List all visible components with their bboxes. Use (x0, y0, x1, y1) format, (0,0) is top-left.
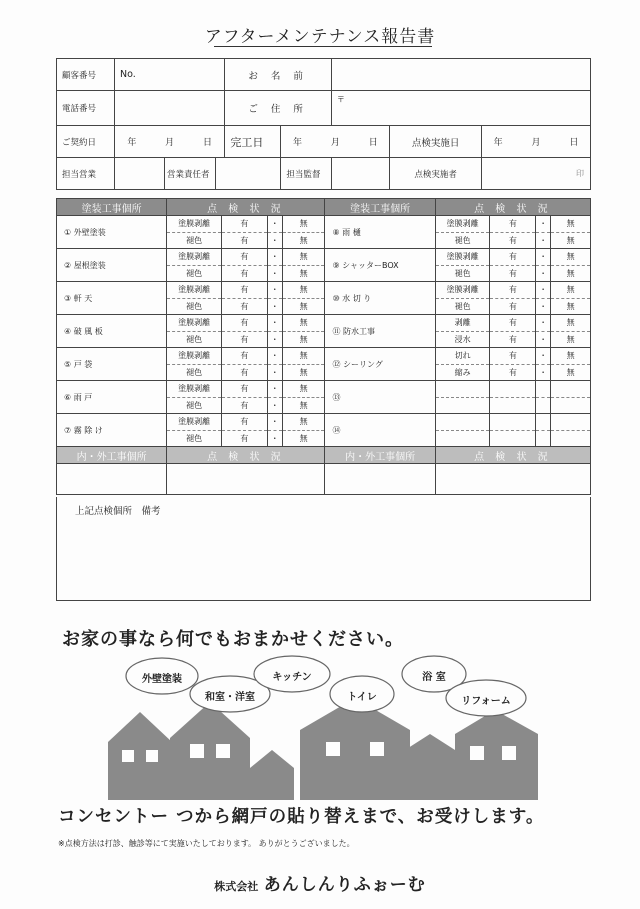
phone-label: 電話番号 (57, 91, 115, 126)
inspection-no: 無 (551, 232, 591, 249)
inspection-no: 無 (551, 315, 591, 332)
inspection-check-name: 褪色 (167, 430, 222, 447)
inspection-check-name: 塗膜剥離 (435, 282, 490, 299)
inspection-check-name: 褪色 (435, 298, 490, 315)
inspection-item-left: ④ 破 風 板 (57, 315, 167, 348)
inspection-no: 無 (551, 265, 591, 282)
inspection-no: 無 (282, 381, 325, 398)
phone-field[interactable] (115, 91, 225, 126)
inspection-yes: 有 (490, 298, 536, 315)
inspection-no: 無 (282, 414, 325, 431)
company-name (0, 870, 640, 895)
inspection-no: 無 (551, 348, 591, 365)
inspection-no (551, 414, 591, 431)
page-title: アフターメンテナンス報告書 (204, 27, 436, 47)
inspection-yes (490, 414, 536, 431)
inspection-yes: 有 (490, 216, 536, 233)
bubble-label-toilet: トイレ (347, 692, 377, 703)
inspection-yes: 有 (222, 298, 268, 315)
inspection-yes: 有 (222, 265, 268, 282)
company-kind: 株式会社 (214, 880, 259, 893)
completion-date-field[interactable]: 年 月 日 (281, 126, 390, 158)
inspection-dot: ・ (536, 348, 551, 365)
inspection-check-name: 塗膜剥離 (167, 282, 222, 299)
inspection-item-right: ⑪ 防水工事 (325, 315, 435, 348)
customer-info-table (56, 58, 591, 190)
sales-field[interactable] (115, 158, 165, 190)
inspection-item-right: ⑧ 雨 樋 (325, 216, 435, 249)
inspection-item-right: ⑩ 水 切 り (325, 282, 435, 315)
inspection-dot: ・ (267, 265, 282, 282)
inspection-date-label: 点検実施日 (390, 126, 482, 158)
inspection-check-name: 褪色 (167, 331, 222, 348)
inspection-dot: ・ (267, 331, 282, 348)
customer-no-field[interactable]: No. (115, 59, 225, 91)
inspection-no: 無 (551, 331, 591, 348)
inspection-no: 無 (282, 282, 325, 299)
inspection-check-name: 塗膜剥離 (435, 249, 490, 266)
inspection-check-name (435, 430, 490, 447)
inspection-yes: 有 (222, 282, 268, 299)
supervisor-field[interactable] (331, 158, 390, 190)
inspection-yes: 有 (222, 331, 268, 348)
name-label: お 名 前 (225, 59, 331, 91)
inspection-dot: ・ (536, 282, 551, 299)
inspection-yes: 有 (222, 232, 268, 249)
col-header-status2-left: 点 検 状 況 (167, 447, 325, 464)
inspection-check-name: 塗膜剥離 (435, 216, 490, 233)
inspection-no: 無 (282, 364, 325, 381)
inspection-check-name: 褪色 (167, 364, 222, 381)
inspection-dot (536, 381, 551, 398)
inspection-yes: 有 (222, 414, 268, 431)
inspection-yes: 有 (222, 397, 268, 414)
inspection-dot: ・ (267, 315, 282, 332)
interior-item-right[interactable] (325, 464, 435, 495)
inspection-check-name: 褪色 (435, 265, 490, 282)
inspection-no (551, 381, 591, 398)
inspection-yes: 有 (490, 249, 536, 266)
bubble-label-kitchen: キッチン (272, 672, 312, 683)
inspection-check-name: 切れ (435, 348, 490, 365)
inspection-yes: 有 (222, 381, 268, 398)
inspection-yes (490, 430, 536, 447)
inspection-yes: 有 (490, 364, 536, 381)
inspection-yes: 有 (222, 348, 268, 365)
inspection-no: 無 (282, 331, 325, 348)
inspection-dot: ・ (267, 216, 282, 233)
inspection-yes: 有 (222, 430, 268, 447)
inspection-yes: 有 (490, 282, 536, 299)
inspection-yes: 有 (490, 232, 536, 249)
inspection-dot: ・ (536, 315, 551, 332)
col-header-interior-right: 内・外工事個所 (325, 447, 435, 464)
inspection-dot: ・ (267, 414, 282, 431)
inspection-item-right: ⑭ (325, 414, 435, 447)
interior-status-right[interactable] (435, 464, 590, 495)
col-header-status2-right: 点 検 状 況 (435, 447, 590, 464)
footnote: ※点検方法は打診、触診等にて実施いたしております。 ありがとうございました。 (58, 839, 355, 848)
inspection-check-name (435, 397, 490, 414)
bubble-label-room: 和室・洋室 (205, 692, 255, 703)
sales-label: 担当営業 (57, 158, 115, 190)
customer-no-label: 顧客番号 (57, 59, 115, 91)
address-field[interactable]: 〒 (331, 91, 590, 126)
inspection-dot: ・ (267, 348, 282, 365)
inspection-item-left: ⑤ 戸 袋 (57, 348, 167, 381)
inspection-no: 無 (282, 249, 325, 266)
inspection-no: 無 (282, 265, 325, 282)
col-header-item-left: 塗装工事個所 (57, 199, 167, 216)
remarks-label: 上記点検個所 備考 (75, 506, 161, 517)
promo-headline: お家の事なら何でもおまかせください。 (62, 629, 404, 650)
supervisor-label: 担当監督 (281, 158, 331, 190)
inspection-check-name: 褪色 (167, 232, 222, 249)
inspection-yes: 有 (490, 315, 536, 332)
company-brand: あんしんりふぉーむ (263, 875, 426, 895)
inspection-item-left: ⑦ 霧 除 け (57, 414, 167, 447)
col-header-status-right: 点 検 状 況 (435, 199, 590, 216)
inspection-dot: ・ (536, 249, 551, 266)
inspection-dot: ・ (536, 265, 551, 282)
inspection-no: 無 (282, 232, 325, 249)
inspection-item-left: ⑥ 雨 戸 (57, 381, 167, 414)
bubble-label-reform: リフォーム (461, 696, 511, 707)
inspection-check-name (435, 414, 490, 431)
inspection-yes: 有 (222, 315, 268, 332)
title-underline (214, 46, 432, 47)
inspection-yes: 有 (222, 216, 268, 233)
inspection-check-name: 浸水 (435, 331, 490, 348)
inspection-dot: ・ (267, 232, 282, 249)
inspector-label: 点検実施者 (390, 158, 482, 190)
sales-manager-label: 営業責任者 (165, 158, 216, 190)
inspection-check-name: 褪色 (167, 298, 222, 315)
inspection-check-name: 塗膜剥離 (167, 249, 222, 266)
inspection-no: 無 (282, 315, 325, 332)
inspection-dot: ・ (536, 364, 551, 381)
inspection-yes (490, 381, 536, 398)
col-header-status-left: 点 検 状 況 (167, 199, 325, 216)
sales-manager-field[interactable] (216, 158, 281, 190)
inspection-check-name: 褪色 (167, 397, 222, 414)
contract-date-field[interactable]: 年 月 日 (115, 126, 225, 158)
contract-date-label: ご契約日 (57, 126, 115, 158)
inspection-dot: ・ (536, 216, 551, 233)
col-header-interior-left: 内・外工事個所 (57, 447, 167, 464)
interior-status-left[interactable] (167, 464, 325, 495)
inspection-item-left: ③ 軒 天 (57, 282, 167, 315)
inspection-check-name: 塗膜剥離 (167, 414, 222, 431)
inspection-dot: ・ (267, 298, 282, 315)
inspection-check-name: 塗膜剥離 (167, 216, 222, 233)
inspection-table (56, 198, 591, 495)
inspection-dot: ・ (267, 430, 282, 447)
inspection-item-right: ⑨ シャッターBOX (325, 249, 435, 282)
inspection-item-left: ① 外壁塗装 (57, 216, 167, 249)
inspection-check-name: 褪色 (167, 265, 222, 282)
inspection-yes: 有 (490, 265, 536, 282)
inspection-yes: 有 (490, 331, 536, 348)
inspection-no: 無 (551, 216, 591, 233)
inspection-no: 無 (282, 348, 325, 365)
inspection-no: 無 (282, 397, 325, 414)
inspection-item-left: ② 屋根塗装 (57, 249, 167, 282)
inspection-no: 無 (551, 249, 591, 266)
inspection-yes: 有 (222, 364, 268, 381)
bubble-label-exterior: 外壁塗装 (142, 674, 182, 685)
inspection-no: 無 (551, 298, 591, 315)
inspection-check-name (435, 381, 490, 398)
inspection-dot (536, 414, 551, 431)
inspection-item-right: ⑫ シーリング (325, 348, 435, 381)
address-label: ご 住 所 (225, 91, 331, 126)
inspection-dot: ・ (536, 232, 551, 249)
inspection-check-name: 剥離 (435, 315, 490, 332)
inspector-seal[interactable]: 印 (482, 158, 591, 190)
inspection-no: 無 (551, 282, 591, 299)
inspection-yes (490, 397, 536, 414)
inspection-no: 無 (551, 364, 591, 381)
inspection-dot: ・ (267, 249, 282, 266)
inspection-item-right: ⑬ (325, 381, 435, 414)
inspection-no: 無 (282, 430, 325, 447)
inspection-check-name: 塗膜剥離 (167, 315, 222, 332)
inspection-dot: ・ (267, 397, 282, 414)
promo-footer: コンセントー つから網戸の貼り替えまで、お受けします。 (58, 807, 545, 827)
name-field[interactable] (331, 59, 590, 91)
remarks-box[interactable] (56, 497, 591, 601)
inspection-date-field[interactable]: 年 月 日 (482, 126, 591, 158)
col-header-item-right: 塗装工事個所 (325, 199, 435, 216)
bubble-label-bath: 浴 室 (422, 672, 446, 683)
inspection-dot: ・ (267, 381, 282, 398)
inspection-dot: ・ (536, 331, 551, 348)
inspection-dot: ・ (267, 282, 282, 299)
inspection-dot: ・ (536, 298, 551, 315)
completion-date-label: 完工日 (225, 126, 281, 158)
interior-item-left[interactable] (57, 464, 167, 495)
inspection-no: 無 (282, 298, 325, 315)
inspection-no (551, 430, 591, 447)
inspection-dot (536, 397, 551, 414)
inspection-dot (536, 430, 551, 447)
inspection-no (551, 397, 591, 414)
inspection-check-name: 褪色 (435, 232, 490, 249)
inspection-check-name: 縮み (435, 364, 490, 381)
inspection-dot: ・ (267, 364, 282, 381)
inspection-no: 無 (282, 216, 325, 233)
inspection-check-name: 塗膜剥離 (167, 348, 222, 365)
inspection-check-name: 塗膜剥離 (167, 381, 222, 398)
inspection-yes: 有 (490, 348, 536, 365)
inspection-yes: 有 (222, 249, 268, 266)
